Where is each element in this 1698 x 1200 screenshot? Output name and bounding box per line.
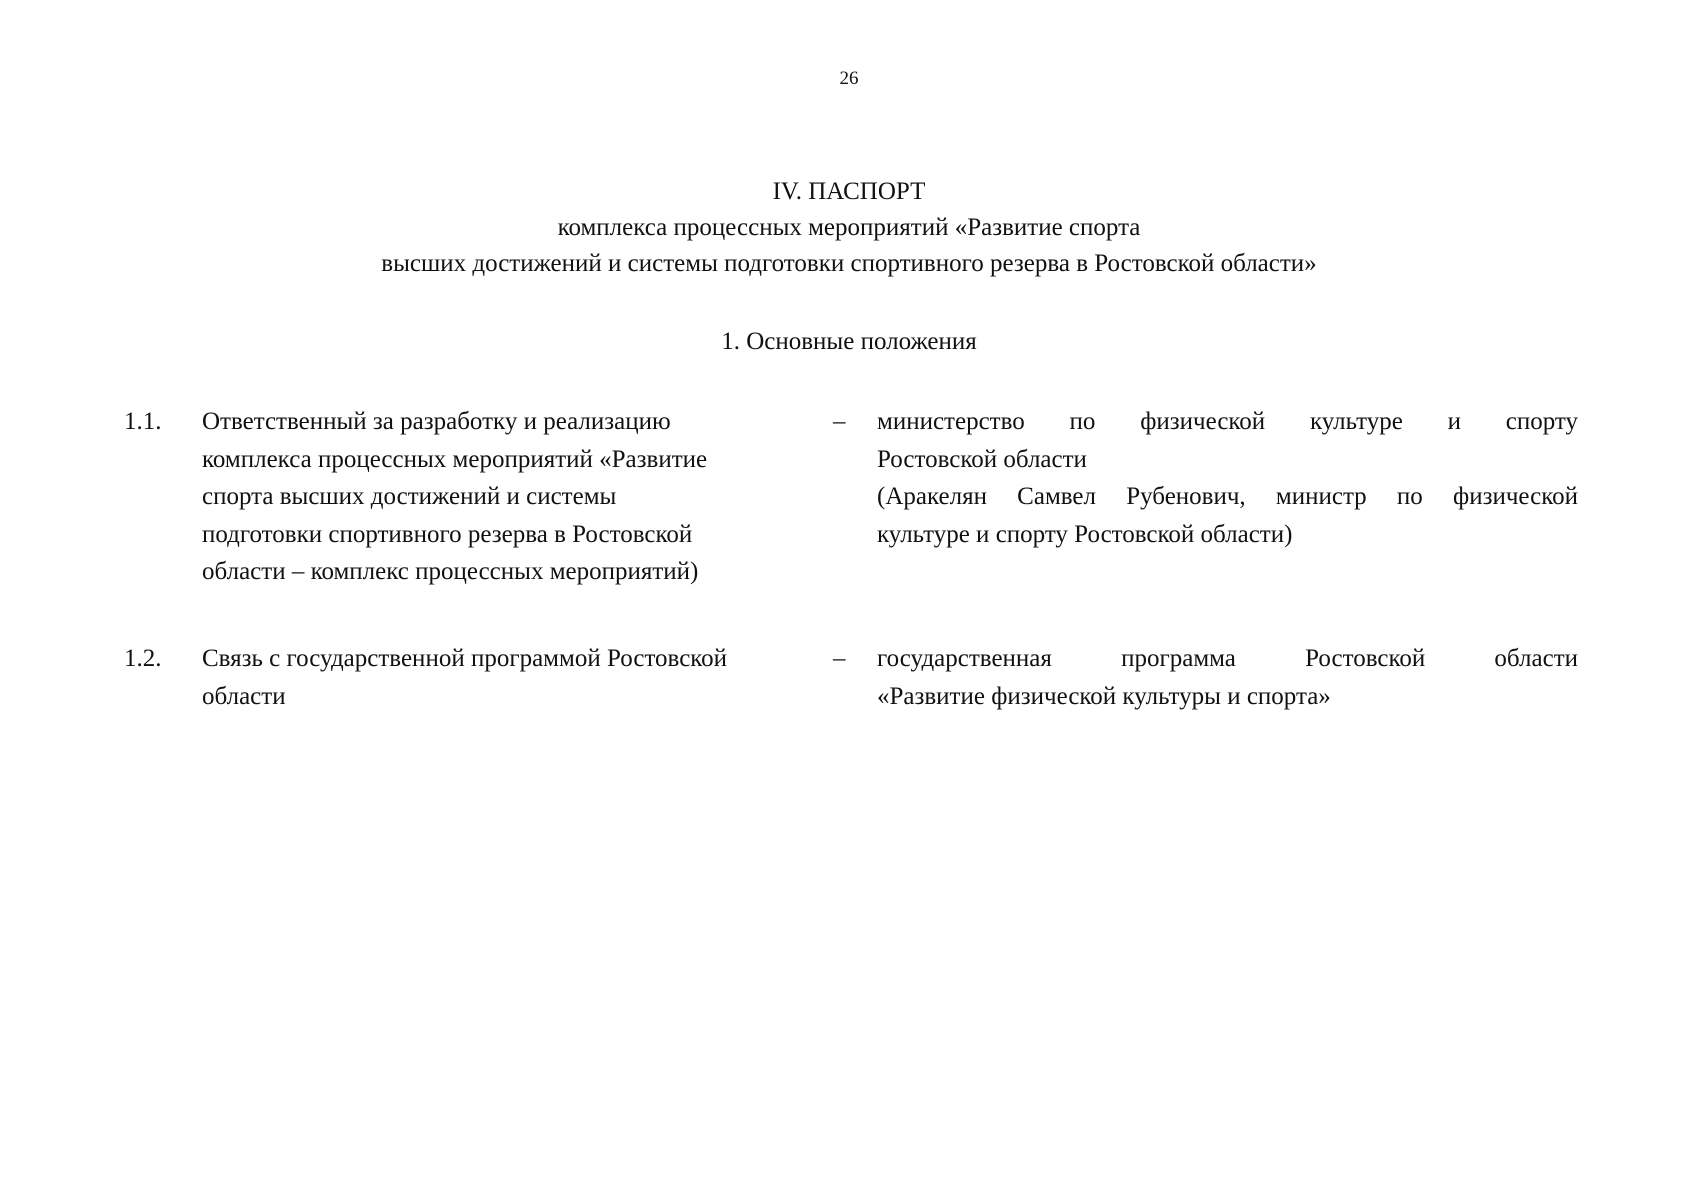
- row-value: [877, 403, 1578, 553]
- row-label-line: области – комплекс процессных мероприятий): [202, 558, 699, 585]
- row-number: 1.1.: [124, 408, 162, 435]
- document-subtitle-line-1: комплекса процессных мероприятий «Развитие спорта: [557, 214, 1141, 241]
- row-label-line: Связь с государственной программой Ростовской: [202, 645, 728, 672]
- row-dash: –: [833, 645, 846, 672]
- row-label-line: спорта высших достижений и системы: [202, 483, 617, 510]
- document-subtitle-line-2: высших достижений и системы подготовки спортивного резерва в Ростовской области»: [381, 250, 1317, 277]
- row-value-line: министерство по физической культуре и спорту: [877, 408, 1578, 435]
- row-label: [202, 403, 812, 591]
- row-value-line: «Развитие физической культуры и спорта»: [877, 682, 1331, 710]
- document-title: IV. ПАСПОРТ: [772, 178, 926, 205]
- row-number: 1.2.: [124, 645, 162, 672]
- row-label-line: подготовки спортивного резерва в Ростовской: [202, 520, 693, 548]
- row-value: [877, 640, 1578, 715]
- row-label-line: комплекса процессных мероприятий «Развитие: [202, 445, 708, 473]
- section-heading: 1. Основные положения: [721, 328, 977, 355]
- row-label-line: Ответственный за разработку и реализацию: [202, 408, 671, 435]
- row-value-line: государственная программа Ростовской области: [877, 645, 1578, 672]
- row-value-line: культуре и спорту Ростовской области): [877, 520, 1293, 548]
- row-value-line: Ростовской области: [877, 445, 1087, 473]
- page-number: 26: [839, 68, 859, 89]
- row-dash: –: [833, 408, 846, 435]
- row-value-line: (Аракелян Самвел Рубенович, министр по физической: [877, 483, 1578, 510]
- row-label-line: области: [202, 682, 286, 710]
- row-label: [202, 640, 812, 715]
